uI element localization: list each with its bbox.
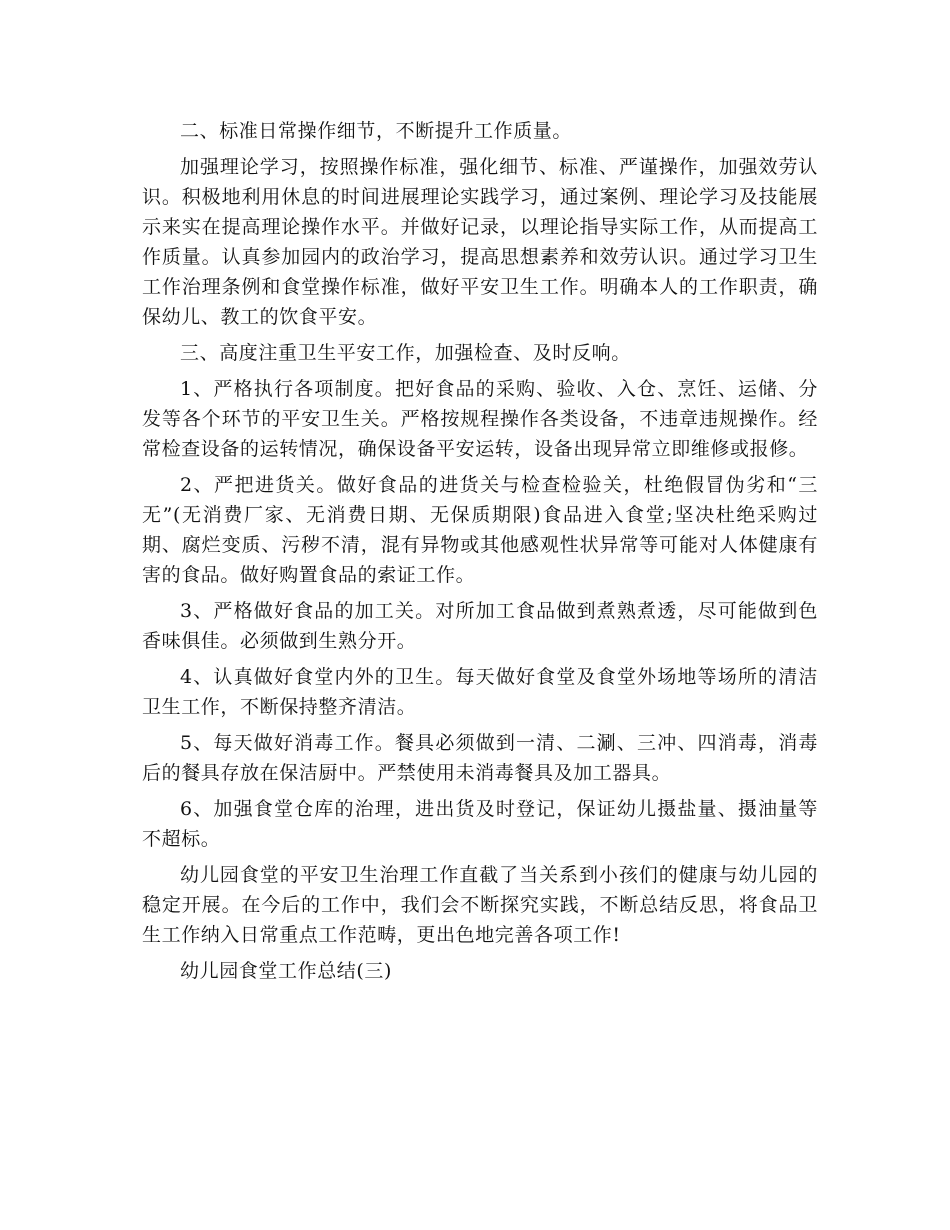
section-heading-3: 三、高度注重卫生平安工作，加强检查、及时反响。 <box>180 342 631 364</box>
paragraph-item-1: 1、严格执行各项制度。把好食品的采购、验收、入仓、烹饪、运储、分发等各个环节的平安卫生关。严格按规程操作各类设备，不违章违规操作。经常检查设备的运转情况，确保设备平安运转，设备出现异常立即维修或报修。 <box>142 378 818 460</box>
paragraph-conclusion: 幼儿园食堂的平安卫生治理工作直截了当关系到小孩们的健康与幼儿园的稳定开展。在今后的工作中，我们会不断探究实践，不断总结反思，将食品卫生工作纳入日常重点工作范畴，更出色地完善各项工作! <box>142 864 818 946</box>
paragraph-theory-study: 加强理论学习，按照操作标准，强化细节、标准、严谨操作，加强效劳认识。积极地利用休息的时间进展理论实践学习，通过案例、理论学习及技能展示来实在提高理论操作水平。并做好记录，以理论指导实际工作，从而提高工作质量。认真参加园内的政治学习，提高思想素养和效劳认识。通过学习卫生工作治理条例和食堂操作标准，做好平安卫生工作。明确本人的工作职责，确保幼儿、教工的饮食平安。 <box>142 156 818 328</box>
section-heading-2: 二、标准日常操作细节，不断提升工作质量。 <box>180 120 573 142</box>
paragraph-item-2: 2、严把进货关。做好食品的进货关与检查检验关，杜绝假冒伪劣和“三无”(无消费厂家、无消费日期、无保质期限)食品进入食堂;坚决杜绝采购过期、腐烂变质、污秽不清，混有异物或其他感观性状异常等可能对人体健康有害的食品。做好购置食品的索证工作。 <box>142 474 818 586</box>
paragraph-item-6: 6、加强食堂仓库的治理，进出货及时登记，保证幼儿摄盐量、摄油量等不超标。 <box>142 798 818 850</box>
paragraph-item-3: 3、严格做好食品的加工关。对所加工食品做到煮熟煮透，尽可能做到色香味俱佳。必须做到生熟分开。 <box>142 600 818 652</box>
document-body <box>142 116 818 992</box>
paragraph-item-5: 5、每天做好消毒工作。餐具必须做到一清、二涮、三冲、四消毒，消毒后的餐具存放在保洁厨中。严禁使用未消毒餐具及加工器具。 <box>142 732 818 784</box>
next-section-title: 幼儿园食堂工作总结(三) <box>180 960 393 982</box>
paragraph-item-4: 4、认真做好食堂内外的卫生。每天做好食堂及食堂外场地等场所的清洁卫生工作，不断保持整齐清洁。 <box>142 666 818 718</box>
